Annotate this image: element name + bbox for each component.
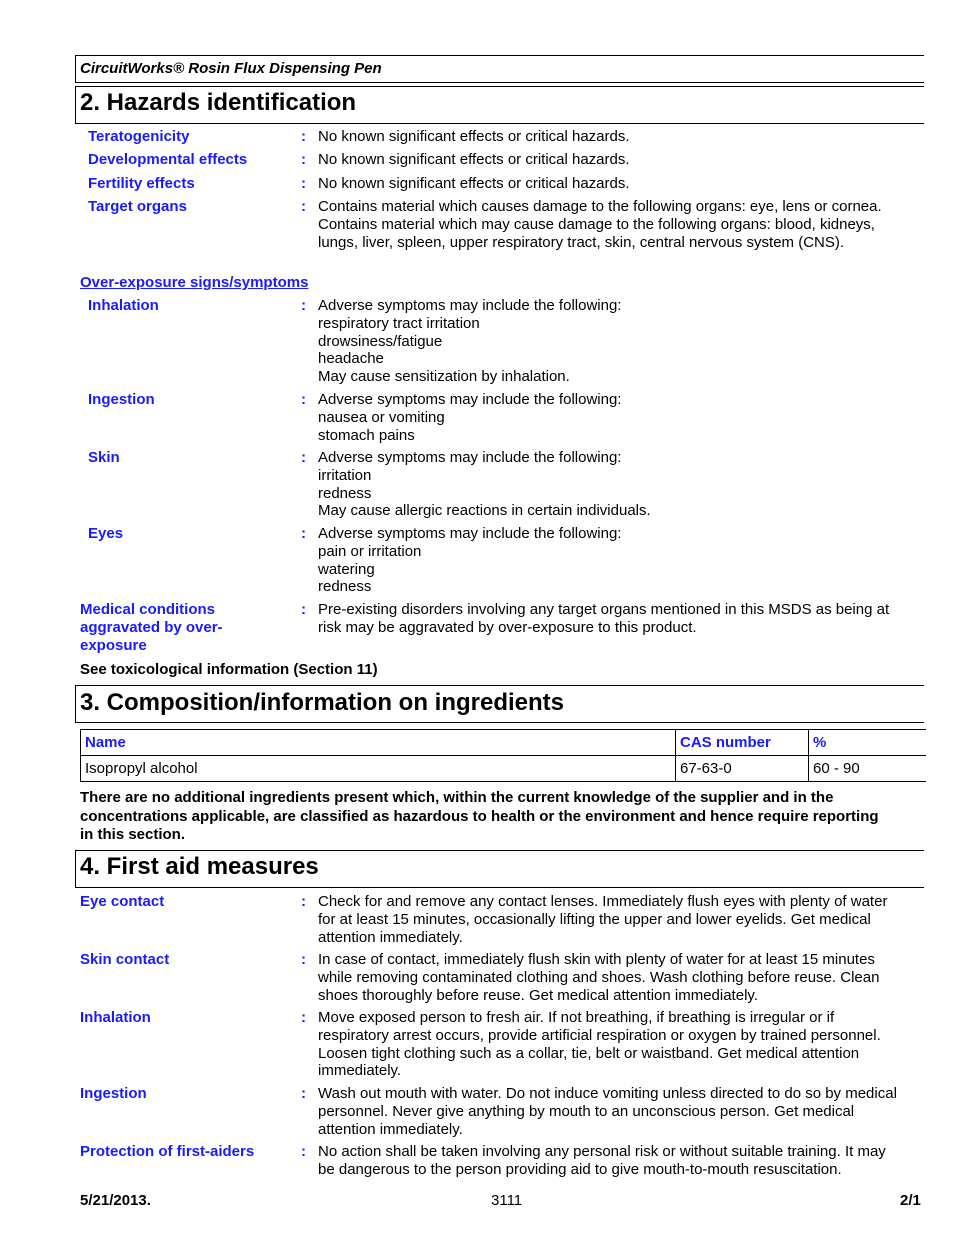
symptom-line: Adverse symptoms may include the following: (318, 449, 622, 466)
symptom-line: Adverse symptoms may include the following: (318, 525, 622, 542)
firstaid-line: for at least 15 minutes, occasionally lifting the upper and lower eyelids. Get medical (318, 910, 871, 928)
medical-line: risk may be aggravated by over-exposure to this product. (318, 618, 697, 636)
symptom-label: Eyes (88, 525, 124, 542)
firstaid-line: immediately. (318, 1062, 402, 1080)
hazard-value: No known significant effects or critical hazards. (318, 151, 630, 168)
cell-name: Isopropyl alcohol (81, 756, 676, 782)
firstaid-line: attention immediately. (318, 1120, 463, 1138)
symptom-line: headache (318, 350, 384, 368)
firstaid-line: Loosen tight clothing such as a collar, tie, belt or waistband. Get medical attention (318, 1044, 860, 1062)
colon: : (301, 128, 306, 145)
colon: : (301, 198, 306, 215)
symptom-label: Ingestion (88, 391, 155, 408)
symptom-line: redness (318, 578, 372, 596)
medical-label-line: aggravated by over- (80, 618, 223, 636)
col-header-percent: % (809, 730, 926, 756)
colon: : (301, 601, 306, 618)
symptom-line: Adverse symptoms may include the following: (318, 297, 622, 314)
symptom-line: pain or irritation (318, 542, 422, 560)
hazard-value-line: lungs, liver, spleen, upper respiratory tract, skin, central nervous system (CNS). (318, 233, 845, 251)
medical-line: Pre-existing disorders involving any target organs mentioned in this MSDS as being at (318, 601, 890, 618)
firstaid-label: Eye contact (80, 893, 165, 910)
firstaid-line: In case of contact, immediately flush skin with plenty of water for at least 15 minutes (318, 951, 875, 968)
colon: : (301, 1085, 306, 1102)
cell-percent: 60 - 90 (809, 756, 926, 782)
firstaid-line: personnel. Never give anything by mouth to an unconscious person. Get medical (318, 1102, 855, 1120)
hazard-label: Teratogenicity (88, 128, 190, 145)
hazard-value: No known significant effects or critical hazards. (318, 128, 630, 145)
hazard-label: Developmental effects (88, 151, 248, 168)
firstaid-line: respiratory arrest occurs, provide artificial respiration or oxygen by trained personnel. (318, 1026, 881, 1044)
colon: : (301, 297, 306, 314)
product-title: CircuitWorks® Rosin Flux Dispensing Pen (80, 60, 382, 77)
symptom-line: Adverse symptoms may include the following: (318, 391, 622, 408)
note-line: in this section. (80, 826, 186, 843)
section-3-title: 3. Composition/information on ingredients (80, 689, 564, 716)
firstaid-line: while removing contaminated clothing and shoes. Wash clothing before reuse. Clean (318, 968, 880, 986)
footer-date: 5/21/2013. (80, 1192, 151, 1209)
col-header-name: Name (81, 730, 676, 756)
col-header-cas: CAS number (676, 730, 809, 756)
section-2-title: 2. Hazards identification (80, 89, 357, 116)
firstaid-line: Move exposed person to fresh air. If not breathing, if breathing is irregular or if (318, 1009, 835, 1026)
table-row (81, 756, 926, 782)
overexposure-heading-link[interactable]: Over-exposure signs/symptoms (80, 274, 309, 291)
medical-label-line: Medical conditions (80, 601, 216, 618)
colon: : (301, 391, 306, 408)
symptom-line: redness (318, 484, 372, 502)
note-line: concentrations applicable, are classified as hazardous to health or the environment and hence require reporting (80, 807, 879, 825)
firstaid-line: No action shall be taken involving any personal risk or without suitable training. It may (318, 1143, 886, 1160)
footer-page-number: 2/1 (900, 1192, 921, 1209)
symptom-label: Inhalation (88, 297, 159, 314)
firstaid-line: Wash out mouth with water. Do not induce vomiting unless directed to do so by medical (318, 1085, 897, 1102)
colon: : (301, 175, 306, 192)
hazard-label: Target organs (88, 198, 187, 215)
colon: : (301, 449, 306, 466)
colon: : (301, 525, 306, 542)
colon: : (301, 951, 306, 968)
colon: : (301, 893, 306, 910)
firstaid-label: Skin contact (80, 951, 170, 968)
symptom-line: irritation (318, 466, 372, 484)
symptom-line: May cause allergic reactions in certain individuals. (318, 502, 651, 520)
firstaid-line: shoes thoroughly before reuse. Get medical attention immediately. (318, 986, 758, 1004)
colon: : (301, 1009, 306, 1026)
symptom-label: Skin (88, 449, 120, 466)
hazard-value-line: Contains material which causes damage to the following organs: eye, lens or cornea. (318, 198, 882, 215)
colon: : (301, 151, 306, 168)
hazard-label: Fertility effects (88, 175, 195, 192)
footer-code: 3111 (491, 1192, 523, 1209)
firstaid-label: Ingestion (80, 1085, 147, 1102)
medical-label-line: exposure (80, 636, 147, 654)
colon: : (301, 1143, 306, 1160)
firstaid-label: Protection of first-aiders (80, 1143, 255, 1160)
symptom-line: drowsiness/fatigue (318, 332, 443, 350)
see-toxicological-note: See toxicological information (Section 11) (80, 661, 378, 678)
symptom-line: respiratory tract irritation (318, 314, 480, 332)
table-header-row (81, 730, 926, 756)
symptom-line: May cause sensitization by inhalation. (318, 368, 570, 386)
symptom-line: nausea or vomiting (318, 408, 445, 426)
firstaid-label: Inhalation (80, 1009, 151, 1026)
firstaid-line: be dangerous to the person providing aid to give mouth-to-mouth resuscitation. (318, 1160, 842, 1178)
firstaid-line: Check for and remove any contact lenses. Immediately flush eyes with plenty of water (318, 893, 888, 910)
symptom-line: watering (318, 560, 375, 578)
symptom-line: stomach pains (318, 426, 415, 444)
cell-cas: 67-63-0 (676, 756, 809, 782)
note-line: There are no additional ingredients present which, within the current knowledge of the supplier and in the (80, 789, 834, 806)
hazard-value: No known significant effects or critical hazards. (318, 175, 630, 192)
hazard-value-line: Contains material which may cause damage to the following organs: blood, kidneys, (318, 215, 875, 233)
section-4-title: 4. First aid measures (80, 853, 319, 880)
ingredients-table (80, 729, 926, 782)
ingredients-note (80, 789, 879, 845)
firstaid-line: attention immediately. (318, 928, 463, 946)
